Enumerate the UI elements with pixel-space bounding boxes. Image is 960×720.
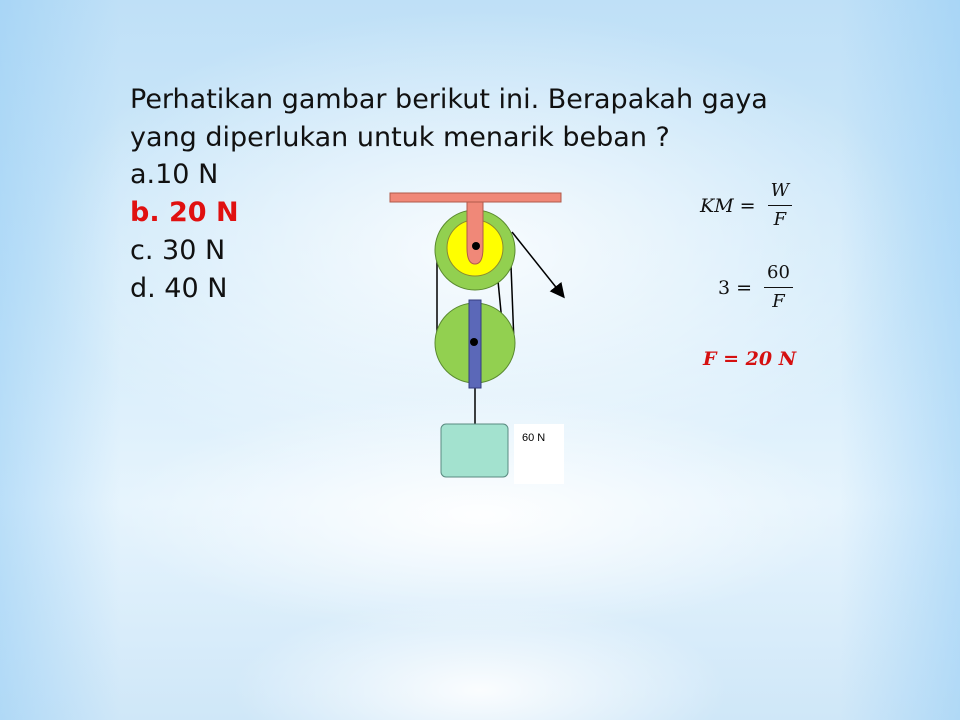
formula-sub-denominator: F xyxy=(772,291,785,312)
ceiling-bar xyxy=(390,193,561,202)
movable-pulley-axle-dot xyxy=(470,338,478,346)
weight-label: 60 N xyxy=(522,432,546,444)
formula-km-lhs: KM xyxy=(700,194,734,217)
formula-sub-lhs: 3 xyxy=(718,276,731,299)
option-c[interactable]: c. 30 N xyxy=(130,235,226,266)
fixed-pulley-axle-dot xyxy=(472,242,480,250)
formula-km xyxy=(700,180,792,231)
formula-km-numerator: W xyxy=(768,180,793,206)
load-block xyxy=(441,424,508,477)
formula-sub-numerator: 60 xyxy=(764,262,793,288)
option-b-correct[interactable]: b. 20 N xyxy=(130,197,239,228)
option-a[interactable]: a.10 N xyxy=(130,159,219,190)
formula-substitution xyxy=(718,262,793,313)
formula-result: F = 20 N xyxy=(703,348,797,370)
formula-km-denominator: F xyxy=(773,209,787,230)
question-line-2: yang diperlukan untuk menarik beban ? xyxy=(130,122,670,153)
weight-label-box xyxy=(514,424,564,484)
fixed-pulley-strap xyxy=(467,202,483,264)
formula-km-fraction xyxy=(768,180,793,231)
equals-sign: = xyxy=(739,194,756,217)
equals-sign: = xyxy=(736,276,753,299)
formula-sub-fraction xyxy=(764,262,793,313)
pull-rope-arrow xyxy=(512,232,563,296)
question-line-1: Perhatikan gambar berikut ini. Berapakah gaya xyxy=(130,84,768,115)
option-d[interactable]: d. 40 N xyxy=(130,273,228,304)
